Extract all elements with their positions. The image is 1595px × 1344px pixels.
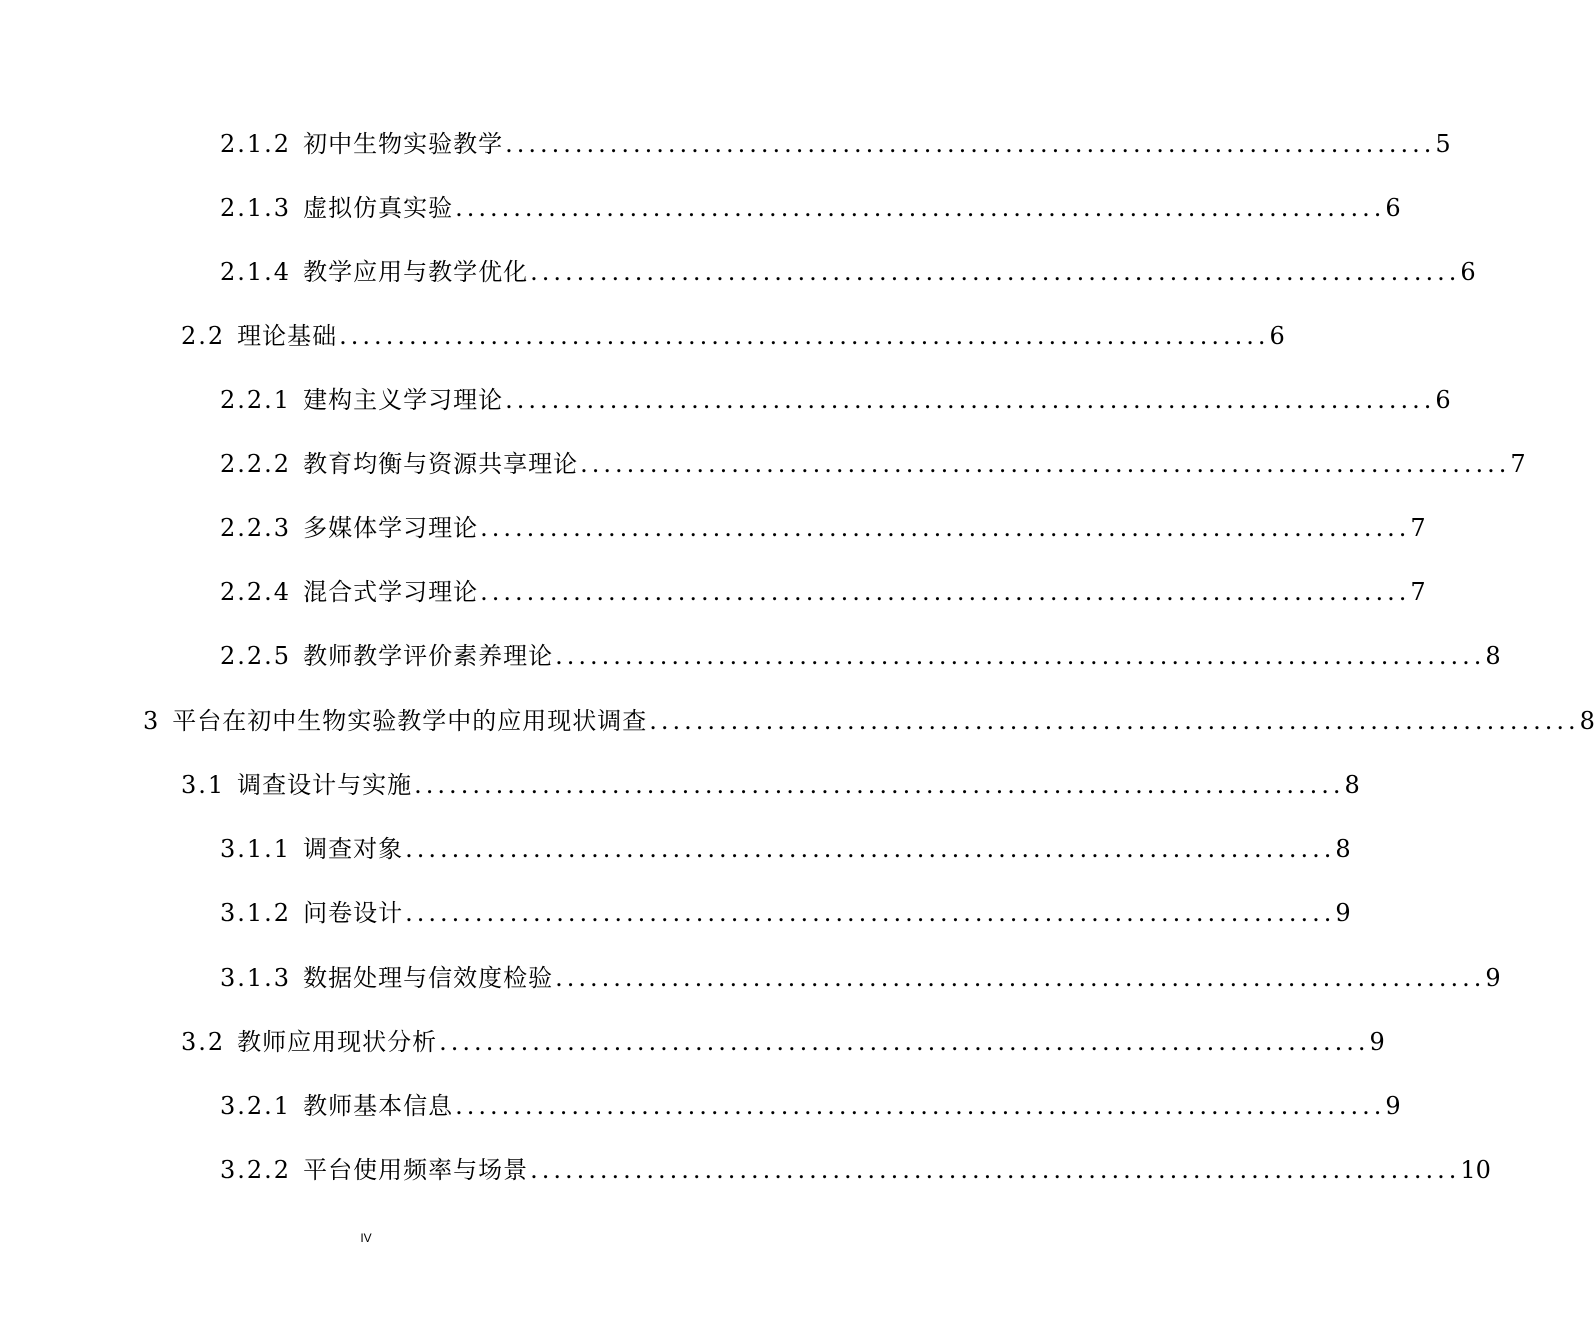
toc-entry-page: 5 (1435, 130, 1451, 158)
toc-dot-leader: ................................................................................ (480, 514, 1411, 542)
toc-entry-page: 8 (1485, 642, 1501, 670)
toc-entry-2-2-4[interactable] (220, 572, 1426, 612)
toc-entry-3-1-2[interactable] (220, 893, 1351, 933)
toc-entry-title: 建构主义学习理论 (303, 386, 504, 414)
toc-dot-leader: ................................................................................ (455, 1092, 1386, 1120)
toc-entry-title: 平台使用频率与场景 (303, 1156, 529, 1184)
toc-entry-number: 3.2.1 (220, 1092, 292, 1120)
toc-entry-title: 混合式学习理论 (303, 578, 479, 606)
toc-entry-page: 8 (1335, 835, 1351, 863)
toc-entry-title: 调查设计与实施 (237, 771, 413, 799)
toc-entry-number: 3 (143, 707, 161, 735)
toc-entry-2-2-1[interactable] (220, 380, 1451, 420)
toc-dot-leader: ................................................................................ (555, 964, 1486, 992)
toc-entry-number: 2.2.3 (220, 514, 292, 542)
toc-entry-number: 2.1.3 (220, 194, 292, 222)
toc-entry-page: 9 (1369, 1028, 1385, 1056)
toc-entry-2-2[interactable] (181, 316, 1285, 356)
toc-entry-page: 8 (1579, 707, 1595, 735)
toc-entry-page: 7 (1410, 578, 1426, 606)
toc-entry-title: 教师教学评价素养理论 (303, 642, 554, 670)
toc-entry-3-1-1[interactable] (220, 829, 1351, 869)
toc-dot-leader: ................................................................................ (505, 386, 1436, 414)
toc-entry-3-2[interactable] (181, 1022, 1385, 1062)
toc-entry-title: 教师应用现状分析 (237, 1028, 438, 1056)
toc-entry-page: 8 (1344, 771, 1360, 799)
toc-entry-number: 2.2.2 (220, 450, 292, 478)
toc-entry-2-2-2[interactable] (220, 444, 1526, 484)
toc-entry-number: 2.2.1 (220, 386, 292, 414)
toc-entry-title: 初中生物实验教学 (303, 130, 504, 158)
toc-entry-title: 多媒体学习理论 (303, 514, 479, 542)
toc-entry-3-2-1[interactable] (220, 1086, 1401, 1126)
toc-entry-title: 调查对象 (303, 835, 404, 863)
toc-entry-number: 3.2.2 (220, 1156, 292, 1184)
toc-entry-number: 2.1.4 (220, 258, 292, 286)
toc-entry-page: 10 (1460, 1156, 1491, 1184)
toc-dot-leader: ................................................................................ (414, 771, 1345, 799)
toc-entry-page: 9 (1485, 964, 1501, 992)
toc-dot-leader: ................................................................................ (530, 1156, 1461, 1184)
toc-dot-leader: ................................................................................ (580, 450, 1511, 478)
toc-entry-2-1-4[interactable] (220, 252, 1476, 292)
toc-entry-page: 9 (1385, 1092, 1401, 1120)
toc-entry-2-1-3[interactable] (220, 188, 1401, 228)
toc-entry-3-1[interactable] (181, 765, 1360, 805)
toc-entry-2-2-5[interactable] (220, 636, 1501, 676)
toc-entry-page: 9 (1335, 899, 1351, 927)
toc-entry-number: 3.1.1 (220, 835, 292, 863)
toc-entry-number: 3.2 (181, 1028, 226, 1056)
toc-dot-leader: ................................................................................ (649, 707, 1580, 735)
toc-entry-page: 6 (1460, 258, 1476, 286)
toc-entry-2-2-3[interactable] (220, 508, 1426, 548)
toc-entry-title: 虚拟仿真实验 (303, 194, 454, 222)
toc-entry-title: 平台在初中生物实验教学中的应用现状调查 (172, 707, 648, 735)
toc-entry-page: 6 (1269, 322, 1285, 350)
toc-entry-title: 教学应用与教学优化 (303, 258, 529, 286)
toc-entry-number: 2.1.2 (220, 130, 292, 158)
toc-entry-page: 7 (1510, 450, 1526, 478)
toc-entry-title: 教育均衡与资源共享理论 (303, 450, 579, 478)
toc-entry-3-1-3[interactable] (220, 958, 1501, 998)
toc-entry-2-1-2[interactable] (220, 124, 1451, 164)
toc-dot-leader: ................................................................................ (555, 642, 1486, 670)
toc-entry-number: 3.1.3 (220, 964, 292, 992)
toc-entry-number: 3.1.2 (220, 899, 292, 927)
toc-dot-leader: ................................................................................ (405, 835, 1336, 863)
toc-dot-leader: ................................................................................ (530, 258, 1461, 286)
toc-dot-leader: ................................................................................ (455, 194, 1386, 222)
toc-entry-number: 2.2.4 (220, 578, 292, 606)
toc-dot-leader: ................................................................................ (405, 899, 1336, 927)
toc-entry-page: 6 (1385, 194, 1401, 222)
toc-entry-number: 3.1 (181, 771, 226, 799)
toc-entry-number: 2.2 (181, 322, 226, 350)
page-number: IV (360, 1231, 372, 1245)
toc-entry-3-2-2[interactable] (220, 1150, 1491, 1190)
toc-entry-3[interactable] (143, 701, 1595, 741)
toc-entry-title: 问卷设计 (303, 899, 404, 927)
toc-entry-title: 教师基本信息 (303, 1092, 454, 1120)
toc-dot-leader: ................................................................................ (439, 1028, 1370, 1056)
toc-entry-title: 数据处理与信效度检验 (303, 964, 554, 992)
toc-entry-page: 7 (1410, 514, 1426, 542)
toc-entry-number: 2.2.5 (220, 642, 292, 670)
toc-dot-leader: ................................................................................ (480, 578, 1411, 606)
toc-dot-leader: ................................................................................ (339, 322, 1270, 350)
toc-dot-leader: ................................................................................ (505, 130, 1436, 158)
toc-entry-title: 理论基础 (237, 322, 338, 350)
toc-entry-page: 6 (1435, 386, 1451, 414)
